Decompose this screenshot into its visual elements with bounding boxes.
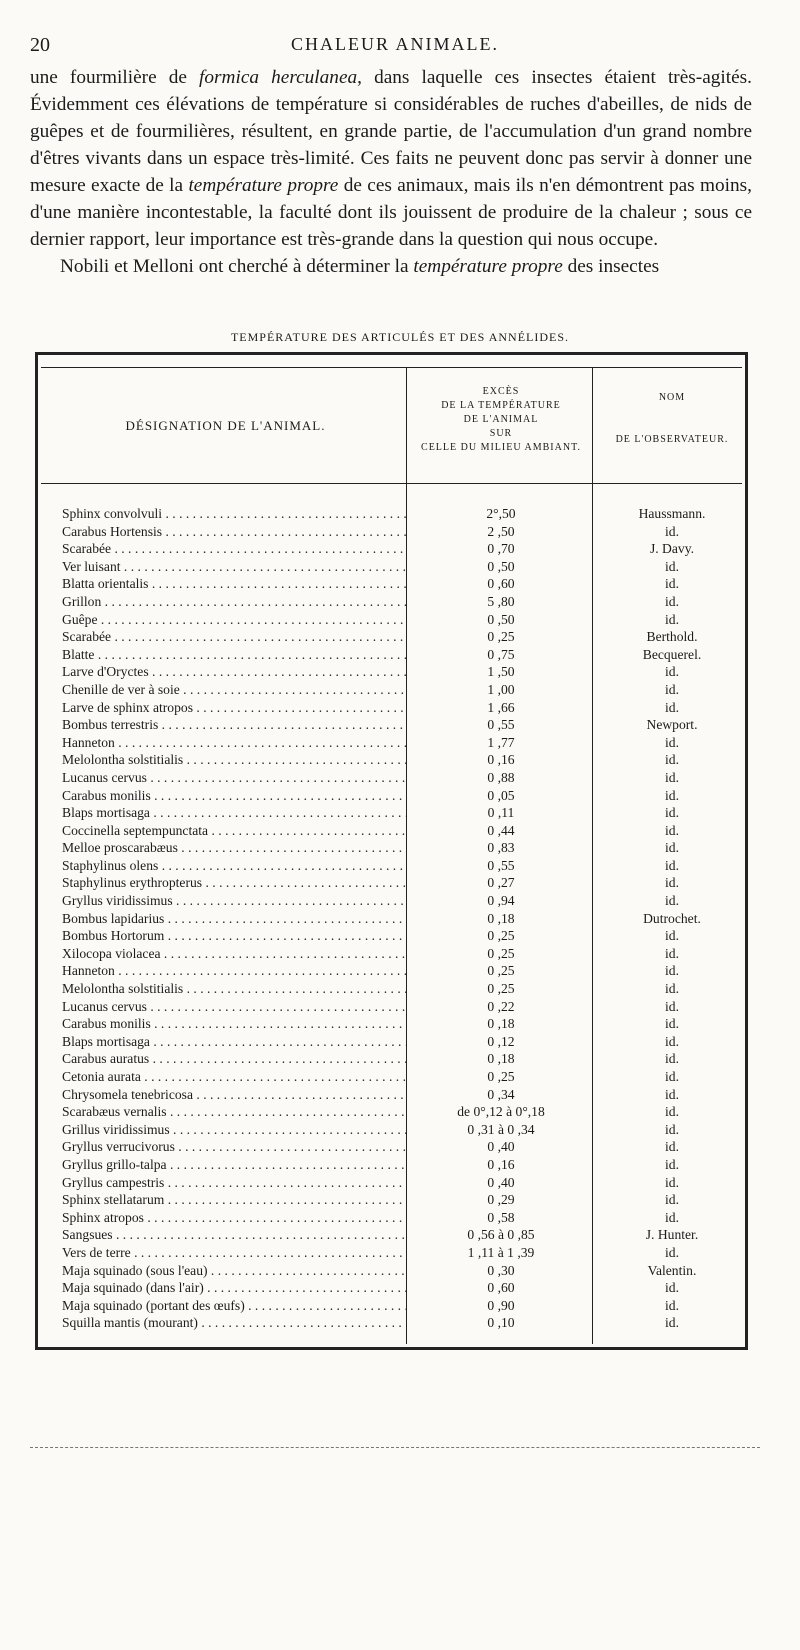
- temperature-excess-cell: 0 ,11: [487, 805, 515, 821]
- temperature-excess-cell: 1 ,66: [487, 699, 515, 715]
- animal-name-cell: Maja squinado (dans l'air) . . .: [62, 1279, 407, 1297]
- temperature-excess-cell: 0 ,18: [487, 1016, 515, 1032]
- observer-cell: id.: [665, 981, 679, 997]
- table-row: [38, 769, 751, 787]
- temperature-excess-cell: 0 ,50: [487, 558, 515, 574]
- table-row: [38, 1244, 751, 1262]
- table-row: [38, 611, 751, 629]
- observer-cell: id.: [665, 787, 679, 803]
- table-row: [38, 1174, 751, 1192]
- temperature-excess-cell: 0 ,25: [487, 629, 515, 645]
- temperature-excess-cell: 0 ,90: [487, 1297, 515, 1313]
- temperature-excess-cell: 0 ,25: [487, 945, 515, 961]
- temperature-excess-cell: 2 ,50: [487, 523, 515, 539]
- paragraph-1: une fourmilière de formica herculanea, dans laquelle ces insectes étaient très-agités. Évidemment ces élévations de température si considérables de ruches d'abeilles, de nids de guêpes et de fourmilières, résultent, en grande partie, de l'accumulation d'un grand nombre d'êtres vivants dans un espace très-limité. Ces faits ne peuvent donc pas servir à donner une mesure exacte de la température propre de ces animaux, mais ils n'en démontrent pas moins, d'une manière incontestable, la faculté dont ils jouissent de produire de la chaleur ; sous ce dernier rapport, leur importance est très-grande dans la question qui nous occupe.: [30, 67, 752, 250]
- observer-cell: Valentin.: [647, 1262, 697, 1278]
- italic-term: température propre: [413, 256, 563, 277]
- animal-name-cell: Maja squinado (portant des œufs) . . .: [62, 1297, 407, 1315]
- observer-cell: id.: [665, 1104, 679, 1120]
- animal-name-cell: Sangsues . . .: [62, 1226, 407, 1244]
- temperature-excess-cell: 0 ,25: [487, 1069, 515, 1084]
- page-header: [30, 34, 760, 58]
- temperature-excess-cell: 0 ,25: [487, 981, 515, 997]
- table-row: [38, 716, 751, 734]
- table-row: [38, 980, 751, 998]
- observer-cell: id.: [665, 699, 679, 715]
- observer-cell: id.: [665, 593, 679, 609]
- observer-cell: id.: [665, 840, 679, 856]
- temperature-excess-cell: 1 ,50: [487, 664, 515, 680]
- table-border: [35, 352, 748, 1350]
- header-divider: [41, 483, 742, 484]
- data-table: [35, 352, 748, 1650]
- temperature-excess-cell: 0 ,31 à 0 ,34: [467, 1121, 535, 1137]
- animal-name-cell: Melolontha solstitialis . . .: [62, 751, 407, 769]
- table-row: [38, 1050, 751, 1068]
- table-row: [38, 523, 751, 541]
- table-row: [38, 787, 751, 805]
- observer-cell: id.: [665, 822, 679, 838]
- table-row: [38, 1297, 751, 1315]
- animal-name-cell: Cetonia aurata . . .: [62, 1068, 407, 1086]
- table-row: [38, 1086, 751, 1104]
- animal-name-cell: Larve d'Oryctes . . .: [62, 663, 407, 681]
- animal-name-cell: Blatte . . .: [62, 646, 407, 664]
- observer-cell: id.: [665, 945, 679, 961]
- observer-cell: Haussmann.: [638, 506, 706, 521]
- observer-cell: id.: [665, 875, 679, 891]
- observer-cell: J. Hunter.: [645, 1227, 699, 1243]
- temperature-excess-cell: 1 ,77: [487, 734, 515, 750]
- animal-name-cell: Chrysomela tenebricosa . . .: [62, 1086, 407, 1104]
- observer-cell: id.: [665, 523, 679, 539]
- animal-name-cell: Coccinella septempunctata . . .: [62, 822, 407, 840]
- body-text: [30, 64, 752, 280]
- animal-name-cell: Gryllus campestris . . .: [62, 1174, 407, 1192]
- animal-name-cell: Bombus terrestris . . .: [62, 716, 407, 734]
- animal-name-cell: Staphylinus erythropterus . . .: [62, 874, 407, 892]
- temperature-excess-cell: 0 ,27: [487, 875, 515, 891]
- temperature-excess-cell: 0 ,83: [487, 840, 515, 856]
- table-row: [38, 1156, 751, 1174]
- table-row: [38, 839, 751, 857]
- animal-name-cell: Sphinx stellatarum . . .: [62, 1191, 407, 1209]
- table-row: [38, 1103, 751, 1121]
- temperature-excess-cell: 0 ,58: [487, 1209, 515, 1225]
- observer-cell: id.: [665, 963, 679, 979]
- table-row: [38, 751, 751, 769]
- temperature-excess-cell: 2°,50: [486, 506, 516, 521]
- animal-name-cell: Chenille de ver à soie . . .: [62, 681, 407, 699]
- table-row: [38, 1033, 751, 1051]
- temperature-excess-cell: 0 ,55: [487, 717, 515, 733]
- temperature-excess-cell: 0 ,22: [487, 998, 515, 1014]
- table-row: [38, 540, 751, 558]
- table-row: [38, 927, 751, 945]
- paragraph-2: Nobili et Melloni ont cherché à déterminer la température propre des insectes: [60, 256, 660, 277]
- temperature-excess-cell: 0 ,16: [487, 752, 515, 768]
- table-row: [38, 1068, 751, 1086]
- table-row: [38, 646, 751, 664]
- temperature-excess-cell: 0 ,56 à 0 ,85: [467, 1227, 535, 1243]
- observer-cell: id.: [665, 1033, 679, 1049]
- animal-name-cell: Carabus monilis . . .: [62, 1015, 407, 1033]
- temperature-excess-cell: 0 ,10: [487, 1315, 515, 1331]
- table-row: [38, 1262, 751, 1280]
- table-row: [38, 593, 751, 611]
- animal-name-cell: Blaps mortisaga . . .: [62, 1033, 407, 1051]
- temperature-excess-cell: 0 ,40: [487, 1139, 515, 1155]
- table-row: [38, 699, 751, 717]
- observer-cell: Berthold.: [646, 629, 698, 645]
- observer-cell: id.: [665, 734, 679, 750]
- observer-cell: id.: [665, 1051, 679, 1067]
- observer-cell: id.: [665, 893, 679, 909]
- running-title: CHALEUR ANIMALE.: [291, 34, 499, 54]
- temperature-excess-cell: de 0°,12 à 0°,18: [457, 1104, 545, 1120]
- observer-cell: id.: [665, 1244, 679, 1260]
- table-row: [38, 1138, 751, 1156]
- temperature-excess-cell: 1 ,00: [487, 681, 515, 697]
- table-row: [38, 681, 751, 699]
- observer-cell: id.: [665, 664, 679, 680]
- observer-cell: id.: [665, 1174, 679, 1190]
- animal-name-cell: Scarabée . . .: [62, 628, 407, 646]
- observer-cell: id.: [665, 1209, 679, 1225]
- page-number: 20: [30, 34, 50, 56]
- animal-name-cell: Grillon . . .: [62, 593, 407, 611]
- italic-term: température propre: [188, 175, 339, 196]
- animal-name-cell: Squilla mantis (mourant) . . .: [62, 1314, 407, 1332]
- observer-cell: id.: [665, 1139, 679, 1155]
- table-row: [38, 1314, 751, 1332]
- table-row: [38, 822, 751, 840]
- table-row: [38, 1209, 751, 1227]
- table-row: [38, 575, 751, 593]
- temperature-excess-cell: 0 ,25: [487, 928, 515, 944]
- observer-cell: id.: [665, 558, 679, 574]
- table-row: [38, 998, 751, 1016]
- table-row: [38, 1226, 751, 1244]
- observer-cell: id.: [665, 1315, 679, 1331]
- table-row: [38, 1121, 751, 1139]
- table-title: TEMPÉRATURE DES ARTICULÉS ET DES ANNÉLIDES.: [230, 330, 570, 344]
- animal-name-cell: Carabus Hortensis . . .: [62, 523, 407, 541]
- table-row: [38, 663, 751, 681]
- animal-name-cell: Melloe proscarabæus . . .: [62, 839, 407, 857]
- observer-cell: id.: [665, 611, 679, 627]
- observer-cell: id.: [665, 576, 679, 592]
- animal-name-cell: Xilocopa violacea . . .: [62, 945, 407, 963]
- temperature-excess-cell: 0 ,60: [487, 576, 515, 592]
- temperature-excess-cell: 5 ,80: [487, 593, 515, 609]
- animal-name-cell: Sphinx atropos . . .: [62, 1209, 407, 1227]
- temperature-excess-cell: 0 ,44: [487, 822, 515, 838]
- animal-name-cell: Ver luisant . . .: [62, 558, 407, 576]
- temperature-excess-cell: 1 ,11 à 1 ,39: [467, 1244, 535, 1260]
- observer-cell: id.: [665, 1156, 679, 1172]
- temperature-excess-cell: 0 ,50: [487, 611, 515, 627]
- animal-name-cell: Bombus Hortorum . . .: [62, 927, 407, 945]
- animal-name-cell: Guêpe . . .: [62, 611, 407, 629]
- animal-name-cell: Vers de terre . . .: [62, 1244, 407, 1262]
- table-row: [38, 1015, 751, 1033]
- temperature-excess-cell: 0 ,29: [487, 1192, 515, 1208]
- animal-name-cell: Staphylinus olens . . .: [62, 857, 407, 875]
- table-row: [38, 804, 751, 822]
- footer-rule: [30, 1447, 760, 1448]
- animal-name-cell: Hanneton . . .: [62, 962, 407, 980]
- observer-cell: id.: [665, 1086, 679, 1102]
- temperature-excess-cell: 0 ,18: [487, 910, 515, 926]
- table-row: [38, 628, 751, 646]
- animal-name-cell: Sphinx convolvuli . . .: [62, 505, 407, 523]
- observer-cell: J. Davy.: [649, 541, 695, 557]
- observer-cell: Newport.: [646, 717, 698, 733]
- italic-term: formica herculanea: [199, 67, 358, 88]
- observer-cell: id.: [665, 1069, 679, 1084]
- table-body: [38, 505, 751, 1332]
- temperature-excess-cell: 0 ,60: [487, 1280, 515, 1296]
- animal-name-cell: Grillus viridissimus . . .: [62, 1121, 407, 1139]
- table-row: [38, 910, 751, 928]
- animal-name-cell: Scarabæus vernalis . . .: [62, 1103, 407, 1121]
- observer-cell: Becquerel.: [642, 646, 702, 662]
- observer-cell: id.: [665, 681, 679, 697]
- animal-name-cell: Maja squinado (sous l'eau) . . .: [62, 1262, 407, 1280]
- table-row: [38, 1191, 751, 1209]
- animal-name-cell: Hanneton . . .: [62, 734, 407, 752]
- table-row: [38, 558, 751, 576]
- temperature-excess-cell: 0 ,55: [487, 857, 515, 873]
- table-row: [38, 505, 751, 523]
- temperature-excess-cell: 0 ,75: [487, 646, 515, 662]
- table-row: [38, 857, 751, 875]
- observer-cell: Dutrochet.: [643, 910, 701, 926]
- table-row: [38, 874, 751, 892]
- table-row: [38, 1279, 751, 1297]
- temperature-excess-cell: 0 ,30: [487, 1262, 515, 1278]
- animal-name-cell: Gryllus verrucivorus . . .: [62, 1138, 407, 1156]
- column-header-name: DÉSIGNATION DE L'ANIMAL.: [125, 418, 326, 433]
- temperature-excess-cell: 0 ,34: [487, 1086, 515, 1102]
- animal-name-cell: Gryllus viridissimus . . .: [62, 892, 407, 910]
- observer-cell: id.: [665, 998, 679, 1014]
- table-row: [38, 962, 751, 980]
- temperature-excess-cell: 0 ,05: [487, 787, 515, 803]
- animal-name-cell: Lucanus cervus . . .: [62, 769, 407, 787]
- animal-name-cell: Lucanus cervus . . .: [62, 998, 407, 1016]
- animal-name-cell: Melolontha solstitialis . . .: [62, 980, 407, 998]
- column-header-excess: EXCÈS DE LA TEMPÉRATURE DE L'ANIMAL SUR CELLE DU MILIEU AMBIANT.: [421, 386, 581, 453]
- animal-name-cell: Scarabée . . .: [62, 540, 407, 558]
- temperature-excess-cell: 0 ,94: [487, 893, 515, 909]
- column-header-observer: NOM DE L'OBSERVATEUR.: [615, 392, 729, 445]
- animal-name-cell: Blatta orientalis . . .: [62, 575, 407, 593]
- observer-cell: id.: [665, 1297, 679, 1313]
- animal-name-cell: Carabus auratus . . .: [62, 1050, 407, 1068]
- table-row: [38, 945, 751, 963]
- observer-cell: id.: [665, 1280, 679, 1296]
- temperature-excess-cell: 0 ,88: [487, 769, 515, 785]
- animal-name-cell: Bombus lapidarius . . .: [62, 910, 407, 928]
- observer-cell: id.: [665, 752, 679, 768]
- temperature-excess-cell: 0 ,70: [487, 541, 515, 557]
- temperature-excess-cell: 0 ,16: [487, 1156, 515, 1172]
- animal-name-cell: Gryllus grillo-talpa . . .: [62, 1156, 407, 1174]
- animal-name-cell: Blaps mortisaga . . .: [62, 804, 407, 822]
- observer-cell: id.: [665, 769, 679, 785]
- observer-cell: id.: [665, 1121, 679, 1137]
- animal-name-cell: Larve de sphinx atropos . . .: [62, 699, 407, 717]
- observer-cell: id.: [665, 928, 679, 944]
- table-row: [38, 892, 751, 910]
- observer-cell: id.: [665, 1016, 679, 1032]
- temperature-excess-cell: 0 ,18: [487, 1051, 515, 1067]
- temperature-excess-cell: 0 ,40: [487, 1174, 515, 1190]
- observer-cell: id.: [665, 1192, 679, 1208]
- temperature-excess-cell: 0 ,12: [487, 1033, 515, 1049]
- table-row: [38, 734, 751, 752]
- observer-cell: id.: [665, 805, 679, 821]
- observer-cell: id.: [665, 857, 679, 873]
- temperature-excess-cell: 0 ,25: [487, 963, 515, 979]
- animal-name-cell: Carabus monilis . . .: [62, 787, 407, 805]
